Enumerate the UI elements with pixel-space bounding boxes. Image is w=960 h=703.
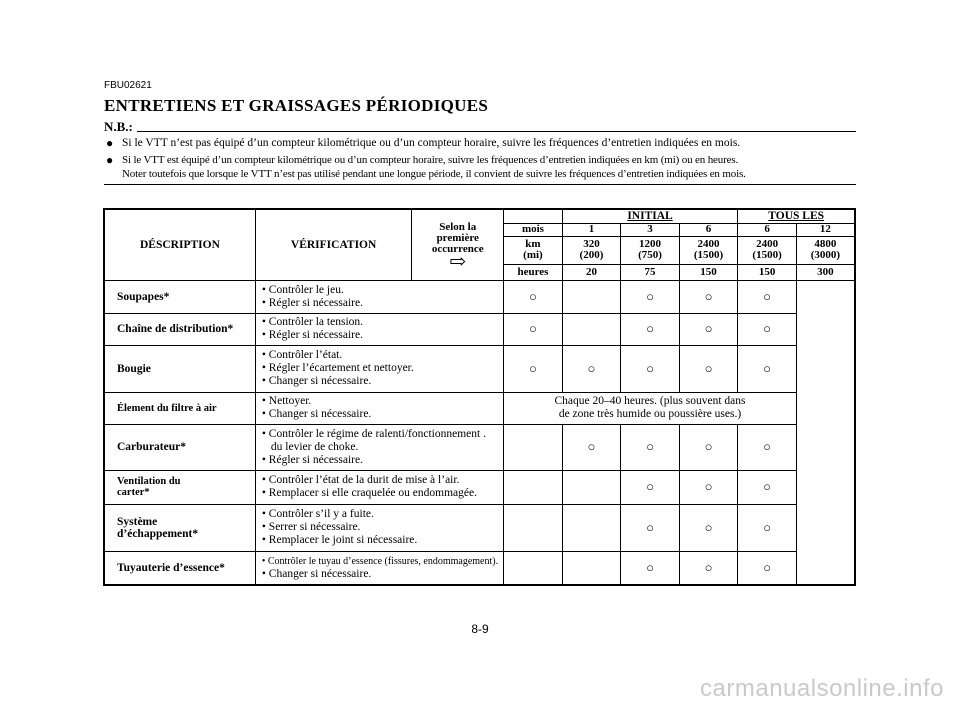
mi: (750)	[638, 249, 662, 261]
row-verification	[255, 280, 503, 313]
header-verification: VÉRIFICATION	[255, 209, 411, 280]
header-first-occurrence	[412, 209, 504, 280]
interval-mark: ○	[504, 345, 563, 392]
page-number: 8-9	[471, 622, 489, 636]
interval-empty	[504, 424, 563, 470]
table-row	[104, 424, 855, 470]
check-text: • Régler si nécessaire.	[261, 329, 363, 341]
note-item	[104, 136, 856, 150]
page-code: FBU02621	[104, 80, 152, 91]
mois-value: 12	[796, 223, 855, 236]
header-description: DÉSCRIPTION	[104, 209, 255, 280]
row-description: Élement du filtre à air	[104, 392, 255, 424]
row-description: Soupapes*	[104, 280, 255, 313]
check-text: • Contrôler l’état de la durit de mise à l’air.	[261, 474, 460, 486]
heures-value: 150	[679, 264, 738, 280]
notes-bottom-rule	[104, 184, 856, 185]
row-description: Chaîne de distribution*	[104, 313, 255, 345]
interval-mark: ○	[621, 551, 680, 585]
row-verification	[255, 424, 503, 470]
km: 320	[583, 238, 600, 250]
km: 1200	[639, 238, 661, 250]
mois-value: 1	[562, 223, 621, 236]
interval-mark: ○	[621, 345, 680, 392]
row-description: Bougie	[104, 345, 255, 392]
interval-mark: ○	[738, 313, 797, 345]
heures-value: 20	[562, 264, 621, 280]
note-line: Chaque 20–40 heures. (plus souvent dans	[554, 395, 746, 407]
maintenance-table	[103, 208, 856, 586]
check-text: • Remplacer le joint si nécessaire.	[261, 534, 418, 546]
label-km: km	[525, 238, 541, 250]
interval-mark: ○	[621, 470, 680, 504]
interval-mark: ○	[562, 424, 621, 470]
check-text: • Serrer si nécessaire.	[261, 521, 361, 533]
table-row	[104, 313, 855, 345]
page-title: ENTRETIENS ET GRAISSAGES PÉRIODIQUES	[104, 96, 489, 115]
interval-mark: ○	[738, 345, 797, 392]
check-text: • Contrôler le jeu.	[261, 283, 344, 296]
first-occurrence-label: Selon la première occurrence	[431, 220, 484, 255]
check-text: • Contrôler la tension.	[261, 316, 364, 328]
desc-line: carter*	[117, 487, 150, 498]
km-value	[738, 236, 797, 264]
km: 4800	[814, 238, 837, 250]
note-text: Noter toutefois que lorsque le VTT n’est pas utilisé pendant une longue période, il convient de suivre les fréquences d’entretien indiquées en mois.	[122, 168, 746, 180]
km: 2400	[756, 238, 779, 250]
check-text: • Contrôler le tuyau d’essence (fissures, endommagement).	[261, 555, 499, 567]
row-verification	[255, 470, 503, 504]
notes-block	[104, 136, 856, 184]
check-text: • Contrôler le régime de ralenti/fonctionnement .	[261, 427, 486, 440]
label-km-mi	[504, 236, 563, 264]
interval-mark: ○	[504, 313, 563, 345]
interval-empty	[562, 313, 621, 345]
interval-mark: ○	[679, 551, 738, 585]
mi: (3000)	[810, 249, 841, 261]
desc-line: d’échappement*	[117, 527, 199, 540]
km: 2400	[697, 238, 720, 250]
interval-note	[504, 392, 797, 424]
interval-mark: ○	[679, 504, 738, 551]
interval-mark: ○	[679, 470, 738, 504]
km-value	[679, 236, 738, 264]
interval-mark: ○	[738, 551, 797, 585]
label-mois: mois	[504, 223, 563, 236]
interval-mark: ○	[738, 504, 797, 551]
mois-value: 3	[621, 223, 680, 236]
interval-mark: ○	[679, 424, 738, 470]
mois-value: 6	[679, 223, 738, 236]
table-row	[104, 280, 855, 313]
heures-value: 300	[796, 264, 855, 280]
row-verification	[255, 504, 503, 551]
check-text: • Changer si nécessaire.	[261, 375, 372, 387]
header-tous-les: TOUS LES	[738, 209, 855, 223]
km-value	[621, 236, 680, 264]
interval-empty	[504, 551, 563, 585]
row-verification	[255, 551, 503, 585]
note-text: Si le VTT est équipé d’un compteur kilométrique ou d’un compteur horaire, suivre les fréquences d’entretien indiquées en km (mi) ou en heures.	[122, 154, 739, 166]
desc-line: Système	[117, 515, 158, 528]
row-description	[104, 470, 255, 504]
note-line: de zone très humide ou poussière uses.)	[558, 408, 742, 420]
table-row	[104, 392, 855, 424]
row-verification	[255, 345, 503, 392]
interval-mark: ○	[621, 504, 680, 551]
header-initial: INITIAL	[562, 209, 738, 223]
table-row	[104, 345, 855, 392]
note-text: Si le VTT n’est pas équipé d’un compteur kilométrique ou d’un compteur horaire, suivre les fréquences d’entretien indiquées en mois.	[122, 137, 741, 149]
interval-empty	[562, 470, 621, 504]
label-heures: heures	[504, 264, 563, 280]
heures-value: 75	[621, 264, 680, 280]
interval-mark: ○	[562, 345, 621, 392]
interval-mark: ○	[738, 280, 797, 313]
interval-mark: ○	[738, 470, 797, 504]
nb-label: N.B.:	[104, 119, 137, 135]
check-text: • Régler l’écartement et nettoyer.	[261, 362, 414, 374]
interval-mark: ○	[621, 424, 680, 470]
heures-value: 150	[738, 264, 797, 280]
interval-empty	[562, 280, 621, 313]
watermark: carmanualsonline.info	[700, 675, 944, 702]
row-description: Tuyauterie d’essence*	[104, 551, 255, 585]
interval-mark: ○	[621, 280, 680, 313]
table-row	[104, 504, 855, 551]
km-value	[562, 236, 621, 264]
check-text: • Remplacer si elle craquelée ou endommagée.	[261, 487, 477, 499]
check-text: du levier de choke.	[270, 440, 359, 453]
row-description	[104, 504, 255, 551]
interval-mark: ○	[738, 424, 797, 470]
mi: (1500)	[693, 249, 724, 261]
mi: (200)	[579, 249, 604, 261]
label-mi: (mi)	[523, 249, 543, 261]
bullet-icon: ●	[106, 136, 114, 150]
check-text: • Contrôler s’il y a fuite.	[261, 508, 374, 520]
arrow-right-icon: ⇨	[449, 250, 467, 273]
interval-empty	[504, 504, 563, 551]
interval-mark: ○	[621, 313, 680, 345]
row-description: Carburateur*	[104, 424, 255, 470]
note-item	[104, 153, 856, 181]
table-row	[104, 470, 855, 504]
interval-empty	[504, 470, 563, 504]
table-row	[104, 551, 855, 585]
check-text: • Régler si nécessaire.	[261, 296, 363, 309]
check-text: • Changer si nécessaire.	[261, 408, 372, 420]
row-verification	[255, 392, 503, 424]
row-verification	[255, 313, 503, 345]
check-text: • Nettoyer.	[261, 395, 312, 407]
interval-mark: ○	[679, 280, 738, 313]
km-value	[796, 236, 855, 264]
nb-rule	[134, 131, 856, 132]
desc-line: Ventilation du	[117, 476, 181, 487]
header-blank	[504, 209, 563, 223]
check-text: • Contrôler l’état.	[261, 349, 343, 361]
interval-mark: ○	[504, 280, 563, 313]
interval-mark: ○	[679, 345, 738, 392]
bullet-icon: ●	[106, 153, 114, 167]
interval-empty	[562, 504, 621, 551]
interval-mark: ○	[679, 313, 738, 345]
check-text: • Changer si nécessaire.	[261, 567, 372, 580]
nb-heading	[104, 119, 856, 135]
mi: (1500)	[752, 249, 782, 261]
interval-empty	[562, 551, 621, 585]
mois-value: 6	[738, 223, 797, 236]
check-text: • Régler si nécessaire.	[261, 453, 363, 466]
